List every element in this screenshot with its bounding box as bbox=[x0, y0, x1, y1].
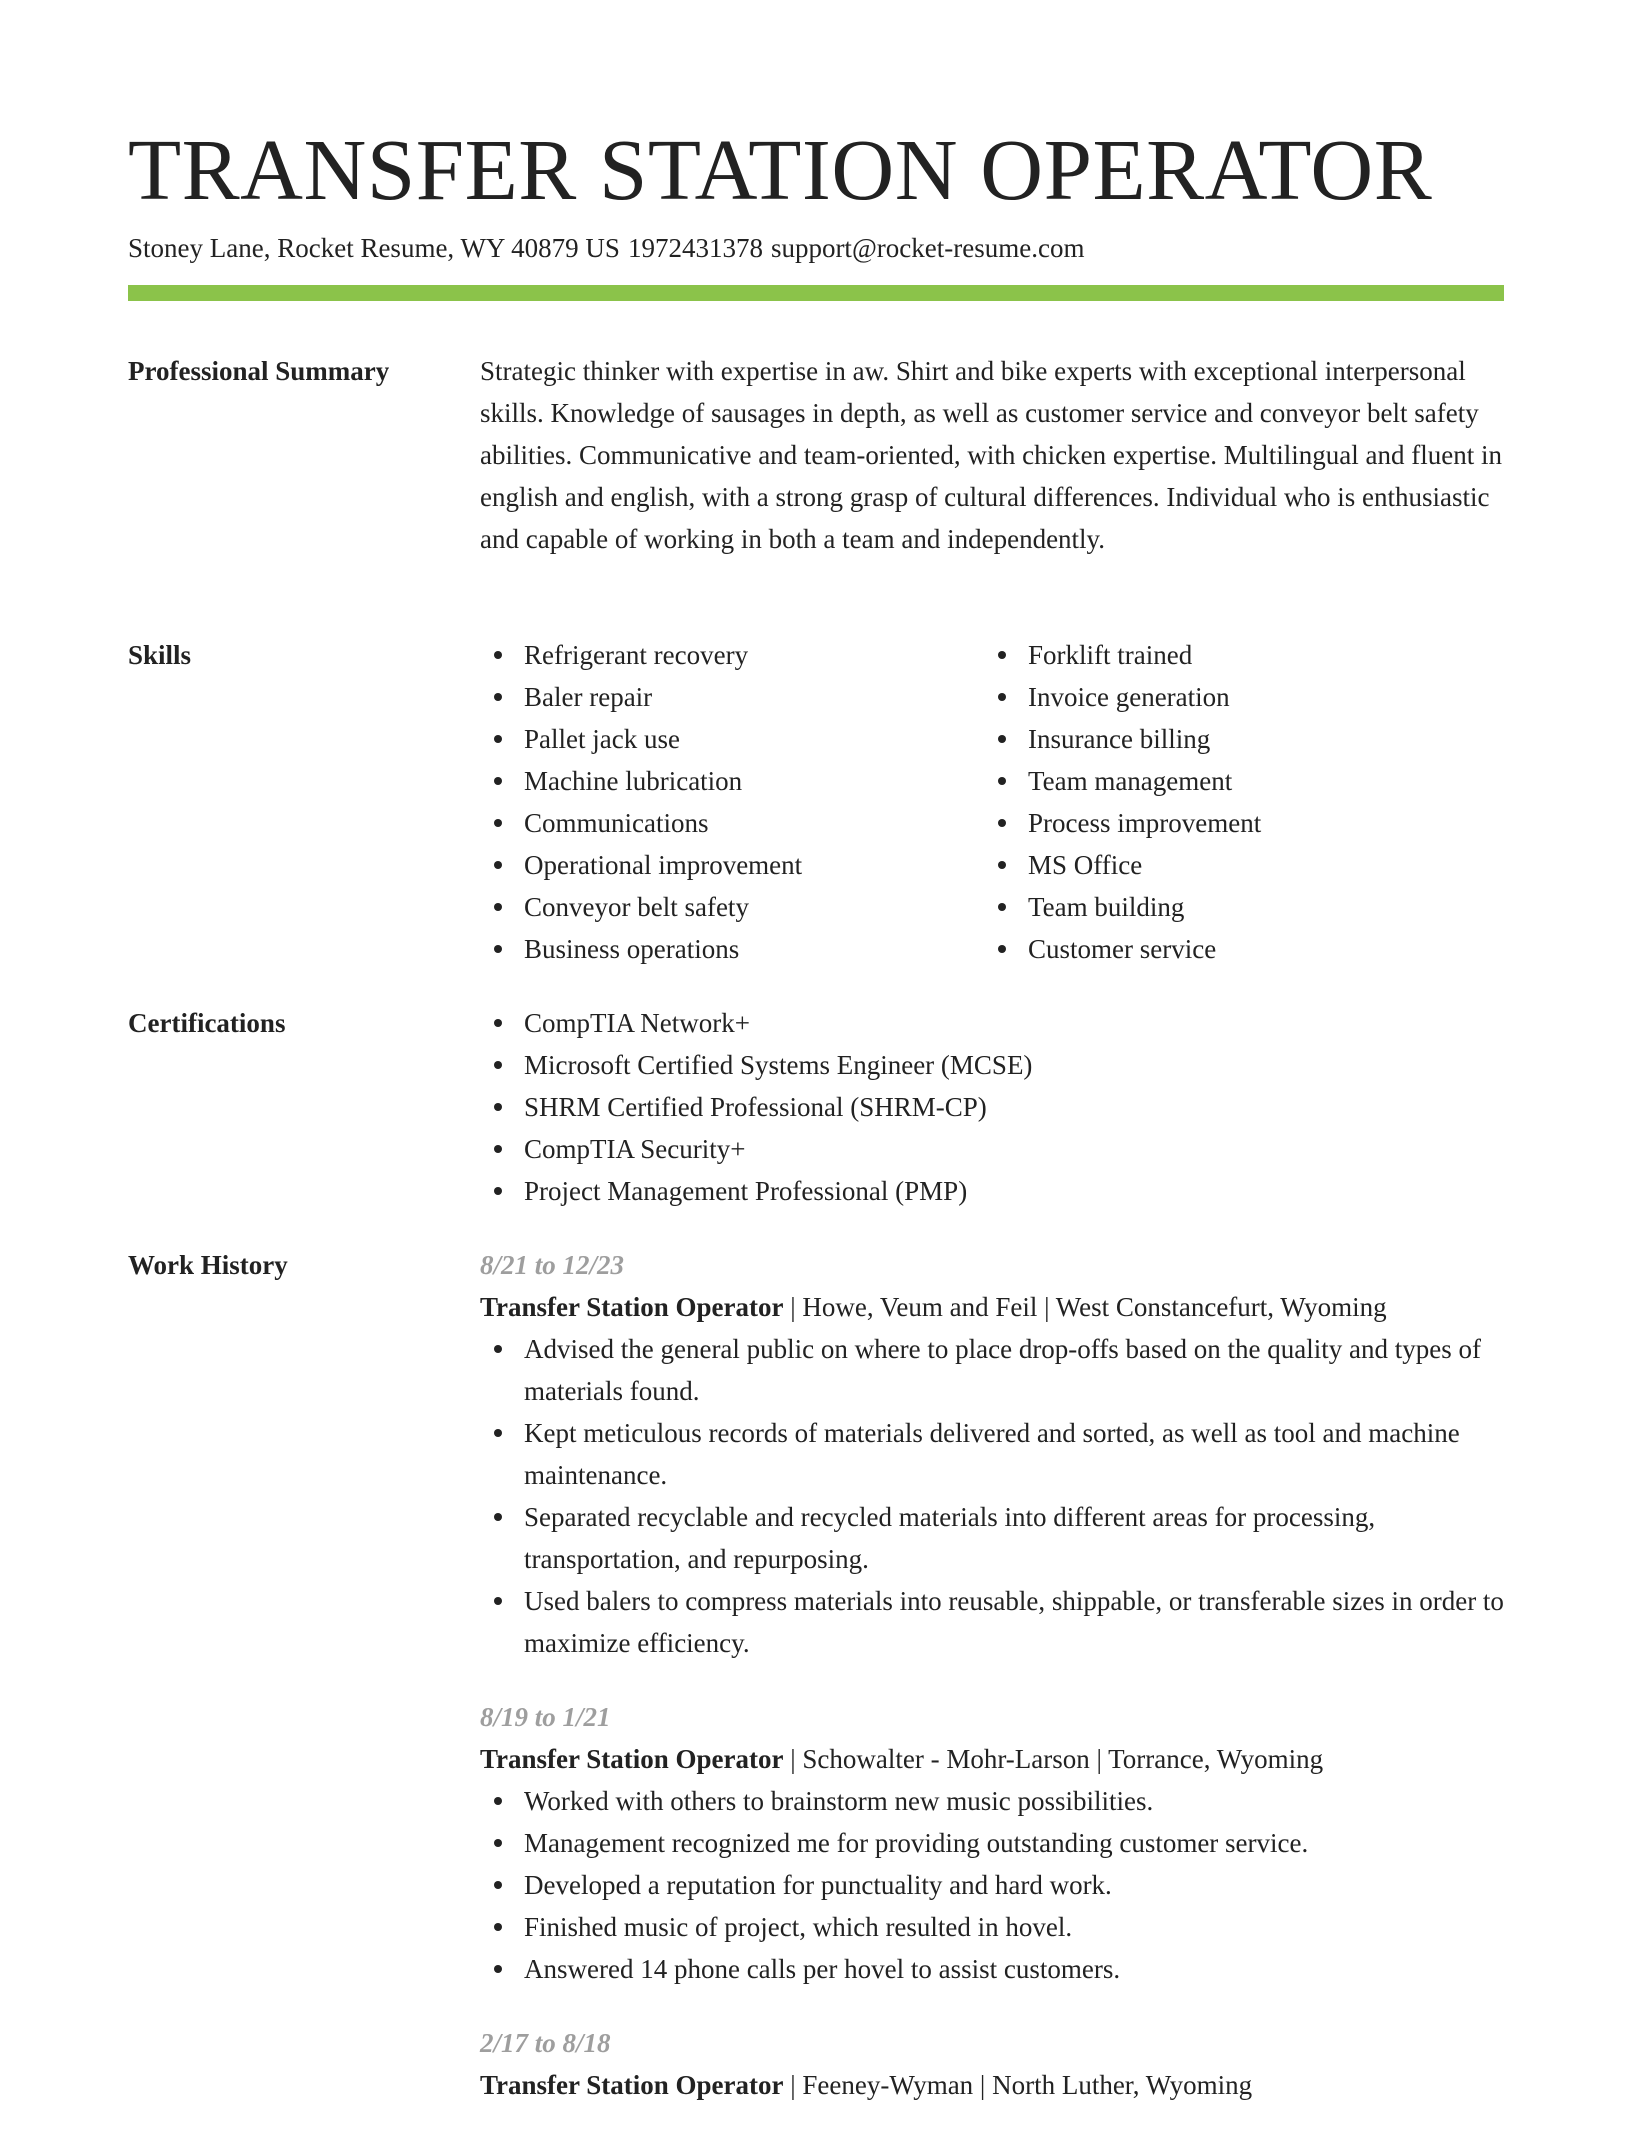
job-dates: 8/21 to 12/23 bbox=[480, 1250, 625, 1280]
contact-email: support@rocket-resume.com bbox=[770, 233, 1085, 263]
contact-address: Stoney Lane, Rocket Resume, WY 40879 US bbox=[128, 233, 620, 263]
skill-item: Team building bbox=[1028, 886, 1488, 928]
skill-item: Pallet jack use bbox=[524, 718, 984, 760]
skill-item: Operational improvement bbox=[524, 844, 984, 886]
job-dates: 8/19 to 1/21 bbox=[480, 1702, 611, 1732]
skills-column-right bbox=[984, 634, 1488, 970]
job-entry bbox=[480, 1696, 1504, 1990]
summary-label: Professional Summary bbox=[128, 356, 390, 386]
skill-item: MS Office bbox=[1028, 844, 1488, 886]
certifications-body bbox=[480, 1002, 1504, 1212]
job-bullet: Advised the general public on where to place drop-offs based on the quality and types of materials found. bbox=[524, 1328, 1504, 1412]
job-bullet: Answered 14 phone calls per hovel to assist customers. bbox=[524, 1948, 1504, 1990]
job-heading bbox=[480, 1738, 1504, 1780]
skill-item: Insurance billing bbox=[1028, 718, 1488, 760]
skill-item: Machine lubrication bbox=[524, 760, 984, 802]
job-bullet: Used balers to compress materials into reusable, shippable, or transferable sizes in order to maximize efficiency. bbox=[524, 1580, 1504, 1664]
skill-item: Refrigerant recovery bbox=[524, 634, 984, 676]
job-heading bbox=[480, 2064, 1504, 2106]
certification-item: CompTIA Network+ bbox=[524, 1002, 1504, 1044]
skill-item: Customer service bbox=[1028, 928, 1488, 970]
job-bullet: Kept meticulous records of materials delivered and sorted, as well as tool and machine maintenance. bbox=[524, 1412, 1504, 1496]
job-title: Transfer Station Operator bbox=[480, 1744, 784, 1774]
skill-item: Communications bbox=[524, 802, 984, 844]
skills-body bbox=[480, 634, 1504, 970]
work-history-body bbox=[480, 1244, 1504, 2138]
job-employer-location: | Feeney-Wyman | North Luther, Wyoming bbox=[783, 2070, 1253, 2100]
contact-line bbox=[128, 230, 1092, 266]
job-dates: 2/17 to 8/18 bbox=[480, 2028, 611, 2058]
header-divider bbox=[128, 285, 1504, 301]
job-entry bbox=[480, 2022, 1504, 2106]
job-bullet: Finished music of project, which resulted in hovel. bbox=[524, 1906, 1504, 1948]
skill-item: Invoice generation bbox=[1028, 676, 1488, 718]
summary-text: Strategic thinker with expertise in aw. Shirt and bike experts with exceptional interpersonal skills. Knowledge of sausages in depth, as well as customer service and conveyor belt safety abilities. Communicative and team-oriented, with chicken expertise. Multilingual and fluent in english and english, with a strong grasp of cultural differences. Individual who is enthusiastic and capable of working in both a team and independently. bbox=[480, 356, 1502, 554]
certification-item: Microsoft Certified Systems Engineer (MCSE) bbox=[524, 1044, 1504, 1086]
skill-item: Baler repair bbox=[524, 676, 984, 718]
job-entry bbox=[480, 1244, 1504, 1664]
skills-column-left bbox=[480, 634, 984, 970]
job-employer-location: | Howe, Veum and Feil | West Constancefurt, Wyoming bbox=[783, 1292, 1387, 1322]
work-history-label: Work History bbox=[128, 1250, 288, 1280]
summary-body bbox=[480, 350, 1504, 560]
job-bullet: Worked with others to brainstorm new music possibilities. bbox=[524, 1780, 1504, 1822]
job-title: Transfer Station Operator bbox=[480, 2070, 784, 2100]
job-heading bbox=[480, 1286, 1504, 1328]
job-title: Transfer Station Operator bbox=[480, 1292, 784, 1322]
skill-item: Process improvement bbox=[1028, 802, 1488, 844]
job-bullet-list bbox=[480, 1328, 1504, 1664]
skill-item: Team management bbox=[1028, 760, 1488, 802]
certifications-label: Certifications bbox=[128, 1008, 286, 1038]
skills-label: Skills bbox=[128, 640, 192, 670]
certification-item: SHRM Certified Professional (SHRM-CP) bbox=[524, 1086, 1504, 1128]
contact-phone: 1972431378 bbox=[627, 233, 763, 263]
certification-item: CompTIA Security+ bbox=[524, 1128, 1504, 1170]
certification-item: Project Management Professional (PMP) bbox=[524, 1170, 1504, 1212]
skill-item: Business operations bbox=[524, 928, 984, 970]
job-bullet: Separated recyclable and recycled materials into different areas for processing, transportation, and repurposing. bbox=[524, 1496, 1504, 1580]
job-employer-location: | Schowalter - Mohr-Larson | Torrance, Wyoming bbox=[783, 1744, 1324, 1774]
resume-title: TRANSFER STATION OPERATOR bbox=[128, 121, 1433, 218]
job-bullet-list bbox=[480, 1780, 1504, 1990]
job-bullet: Management recognized me for providing outstanding customer service. bbox=[524, 1822, 1504, 1864]
skill-item: Conveyor belt safety bbox=[524, 886, 984, 928]
job-bullet: Developed a reputation for punctuality and hard work. bbox=[524, 1864, 1504, 1906]
skill-item: Forklift trained bbox=[1028, 634, 1488, 676]
